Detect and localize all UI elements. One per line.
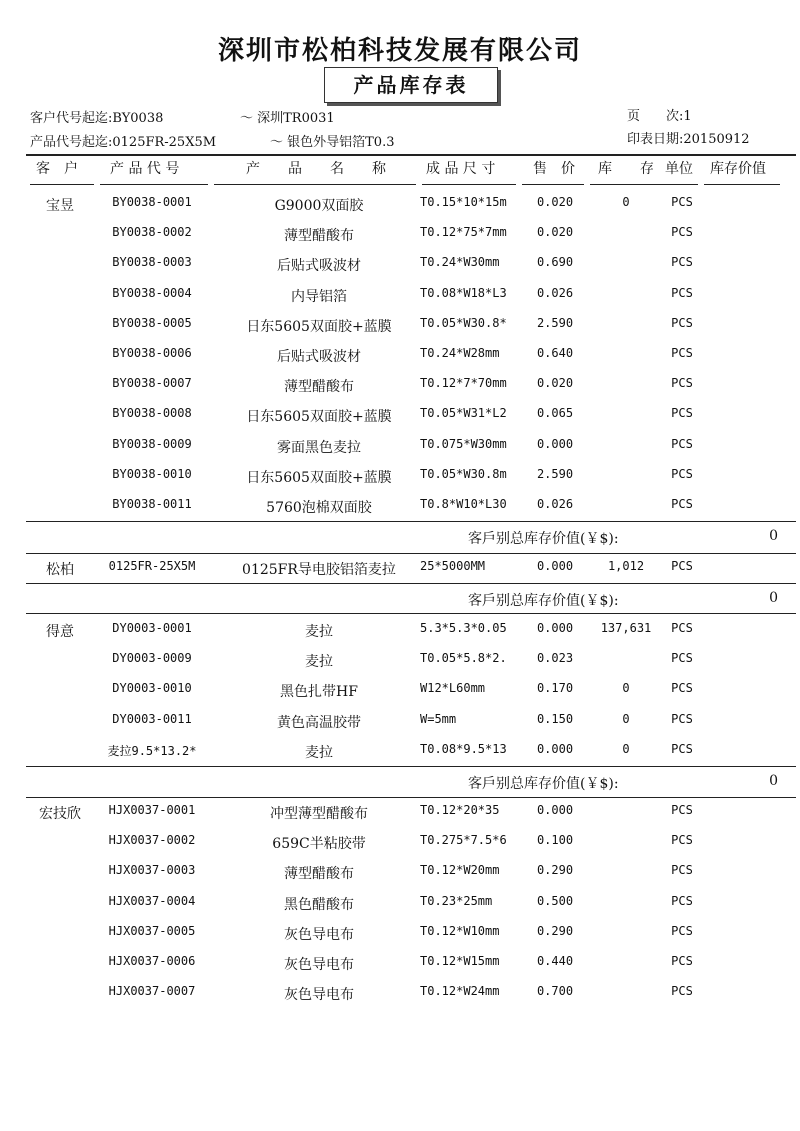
product-size: T0.08*9.5*13 (420, 742, 507, 756)
col-underline (422, 184, 516, 185)
product-range-to: ～ 银色外导铝箔T0.3 (270, 135, 395, 150)
subtotal-label: 客戶别总库存价值(￥$): (468, 776, 619, 792)
group-divider (26, 521, 796, 522)
group-divider (26, 797, 796, 798)
col-stock: 库 存 (598, 161, 654, 177)
col-customer: 客 户 (36, 161, 78, 177)
col-underline (30, 184, 94, 185)
unit-price: 0.000 (536, 437, 574, 451)
product-size: T0.23*25mm (420, 894, 493, 908)
product-size: 5.3*5.3*0.05 (420, 621, 507, 635)
product-name: 0125FR导电胶铝箔麦拉 (242, 562, 396, 578)
product-code: BY0038-0003 (112, 255, 192, 269)
product-name: 麦拉 (305, 654, 333, 670)
product-code: HJX0037-0004 (108, 894, 196, 908)
unit-price: 0.000 (536, 803, 574, 817)
page-number: 页 次:1 (627, 109, 692, 124)
product-size: T0.075*W30mm (420, 437, 507, 451)
stock-qty: 1,012 (607, 559, 645, 573)
product-name: 雾面黑色麦拉 (277, 440, 361, 456)
product-size: T0.275*7.5*6 (420, 833, 507, 847)
unit-price: 0.500 (536, 894, 574, 908)
col-value: 库存价值 (710, 161, 766, 177)
unit-price: 0.640 (536, 346, 574, 360)
product-name: 灰色导电布 (284, 987, 354, 1003)
customer-range-from: 客户代号起迄:BY0038 (30, 111, 164, 126)
customer-name: 松柏 (46, 562, 74, 578)
unit: PCS (671, 984, 693, 998)
unit: PCS (671, 286, 693, 300)
unit: PCS (671, 712, 693, 726)
product-size: T0.15*10*15m (420, 195, 507, 209)
product-code: BY0038-0009 (112, 437, 192, 451)
stock-qty: 137,631 (600, 621, 652, 635)
col-size: 成 品 尺 寸 (426, 161, 496, 177)
product-code: HJX0037-0007 (108, 984, 196, 998)
subtotal-value: 0 (769, 590, 778, 606)
unit-price: 0.026 (536, 286, 574, 300)
col-underline (704, 184, 780, 185)
product-code: HJX0037-0003 (108, 863, 196, 877)
unit: PCS (671, 437, 693, 451)
product-name: 冲型薄型醋酸布 (270, 806, 368, 822)
product-size: T0.12*7*70mm (420, 376, 507, 390)
product-code: HJX0037-0005 (108, 924, 196, 938)
customer-name: 得意 (46, 624, 74, 640)
unit: PCS (671, 863, 693, 877)
unit: PCS (671, 346, 693, 360)
stock-qty: 0 (622, 742, 630, 756)
product-name: G9000双面胶 (274, 198, 364, 214)
col-underline (590, 184, 698, 185)
product-size: T0.08*W18*L3 (420, 286, 507, 300)
product-name: 麦拉 (305, 624, 333, 640)
product-name: 灰色导电布 (284, 927, 354, 943)
unit: PCS (671, 803, 693, 817)
unit-price: 0.023 (536, 651, 574, 665)
report-title: 产品库存表 (324, 67, 498, 103)
product-code: HJX0037-0002 (108, 833, 196, 847)
product-code: BY0038-0010 (112, 467, 192, 481)
unit: PCS (671, 742, 693, 756)
col-underline (100, 184, 208, 185)
unit: PCS (671, 376, 693, 390)
header-top-rule (26, 154, 796, 156)
unit: PCS (671, 255, 693, 269)
col-name: 产 品 名 称 (246, 161, 386, 177)
unit-price: 0.000 (536, 621, 574, 635)
unit: PCS (671, 924, 693, 938)
unit-price: 0.000 (536, 559, 574, 573)
group-divider (26, 613, 796, 614)
product-name: 内导铝箔 (291, 289, 347, 305)
company-name: 深圳市松柏科技发展有限公司 (217, 36, 582, 66)
product-size: 25*5000MM (420, 559, 486, 573)
product-code: BY0038-0006 (112, 346, 192, 360)
product-code: BY0038-0008 (112, 406, 192, 420)
product-name: 麦拉 (305, 745, 333, 761)
unit: PCS (671, 406, 693, 420)
unit-price: 0.170 (536, 681, 574, 695)
product-name: 灰色导电布 (284, 957, 354, 973)
product-name: 后贴式吸波材 (277, 258, 361, 274)
product-code: BY0038-0007 (112, 376, 192, 390)
unit-price: 0.020 (536, 225, 574, 239)
product-name: 日东5605双面胶+蓝膜 (246, 319, 392, 335)
product-name: 日东5605双面胶+蓝膜 (246, 470, 392, 486)
unit: PCS (671, 954, 693, 968)
unit-price: 0.020 (536, 376, 574, 390)
product-size: T0.05*W30.8* (420, 316, 507, 330)
print-date: 印表日期:20150912 (627, 132, 750, 147)
product-name: 黑色扎带HF (280, 684, 358, 700)
product-size: T0.8*W10*L30 (420, 497, 507, 511)
product-name: 日东5605双面胶+蓝膜 (246, 409, 392, 425)
product-size: T0.24*W30mm (420, 255, 500, 269)
product-name: 659C半粘胶带 (272, 836, 366, 852)
group-divider (26, 553, 796, 554)
col-code: 产 品 代 号 (110, 161, 180, 177)
unit-price: 0.290 (536, 924, 574, 938)
group-divider (26, 766, 796, 767)
subtotal-label: 客戶别总库存价值(￥$): (468, 531, 619, 547)
unit: PCS (671, 651, 693, 665)
product-code: HJX0037-0006 (108, 954, 196, 968)
unit-price: 2.590 (536, 316, 574, 330)
unit-price: 0.440 (536, 954, 574, 968)
unit-price: 0.065 (536, 406, 574, 420)
unit-price: 0.150 (536, 712, 574, 726)
unit-price: 0.690 (536, 255, 574, 269)
product-name: 后贴式吸波材 (277, 349, 361, 365)
product-code: 麦拉9.5*13.2* (107, 744, 197, 758)
product-code: HJX0037-0001 (108, 803, 196, 817)
stock-qty: 0 (622, 681, 630, 695)
unit: PCS (671, 621, 693, 635)
product-size: W=5mm (420, 712, 457, 726)
unit: PCS (671, 467, 693, 481)
unit: PCS (671, 316, 693, 330)
unit-price: 0.026 (536, 497, 574, 511)
stock-qty: 0 (622, 195, 630, 209)
customer-name: 宏技欣 (39, 806, 81, 822)
unit: PCS (671, 195, 693, 209)
col-underline (522, 184, 584, 185)
product-name: 黄色高温胶带 (277, 715, 361, 731)
product-code: DY0003-0009 (112, 651, 192, 665)
product-name: 5760泡棉双面胶 (266, 500, 372, 516)
unit: PCS (671, 833, 693, 847)
unit-price: 0.000 (536, 742, 574, 756)
unit-price: 2.590 (536, 467, 574, 481)
product-code: 0125FR-25X5M (108, 559, 196, 573)
product-size: T0.12*75*7mm (420, 225, 507, 239)
col-underline (214, 184, 416, 185)
product-code: BY0038-0005 (112, 316, 192, 330)
product-size: T0.12*W24mm (420, 984, 500, 998)
product-name: 黑色醋酸布 (284, 897, 354, 913)
customer-name: 宝昱 (46, 198, 74, 214)
stock-qty: 0 (622, 712, 630, 726)
product-code: BY0038-0011 (112, 497, 192, 511)
group-divider (26, 583, 796, 584)
customer-range-to: ～ 深圳TR0031 (240, 111, 335, 126)
unit: PCS (671, 681, 693, 695)
product-size: T0.05*5.8*2. (420, 651, 507, 665)
unit: PCS (671, 225, 693, 239)
unit-price: 0.020 (536, 195, 574, 209)
product-size: T0.12*W20mm (420, 863, 500, 877)
unit: PCS (671, 559, 693, 573)
product-range-from: 产品代号起迄:0125FR-25X5M (30, 135, 217, 150)
product-name: 薄型醋酸布 (284, 228, 354, 244)
product-size: T0.12*W10mm (420, 924, 500, 938)
col-price: 售 价 (533, 161, 575, 177)
unit-price: 0.290 (536, 863, 574, 877)
unit-price: 0.700 (536, 984, 574, 998)
product-size: T0.05*W30.8m (420, 467, 507, 481)
product-code: DY0003-0010 (112, 681, 192, 695)
product-code: BY0038-0002 (112, 225, 192, 239)
product-name: 薄型醋酸布 (284, 379, 354, 395)
product-size: T0.12*W15mm (420, 954, 500, 968)
subtotal-value: 0 (769, 528, 778, 544)
product-code: BY0038-0001 (112, 195, 192, 209)
product-size: W12*L60mm (420, 681, 486, 695)
product-code: DY0003-0001 (112, 621, 192, 635)
unit-price: 0.100 (536, 833, 574, 847)
product-size: T0.24*W28mm (420, 346, 500, 360)
col-unit: 单位 (665, 161, 693, 177)
product-name: 薄型醋酸布 (284, 866, 354, 882)
subtotal-value: 0 (769, 773, 778, 789)
unit: PCS (671, 894, 693, 908)
subtotal-label: 客戶别总库存价值(￥$): (468, 593, 619, 609)
product-code: BY0038-0004 (112, 286, 192, 300)
unit: PCS (671, 497, 693, 511)
product-code: DY0003-0011 (112, 712, 192, 726)
product-size: T0.05*W31*L2 (420, 406, 507, 420)
product-size: T0.12*20*35 (420, 803, 500, 817)
